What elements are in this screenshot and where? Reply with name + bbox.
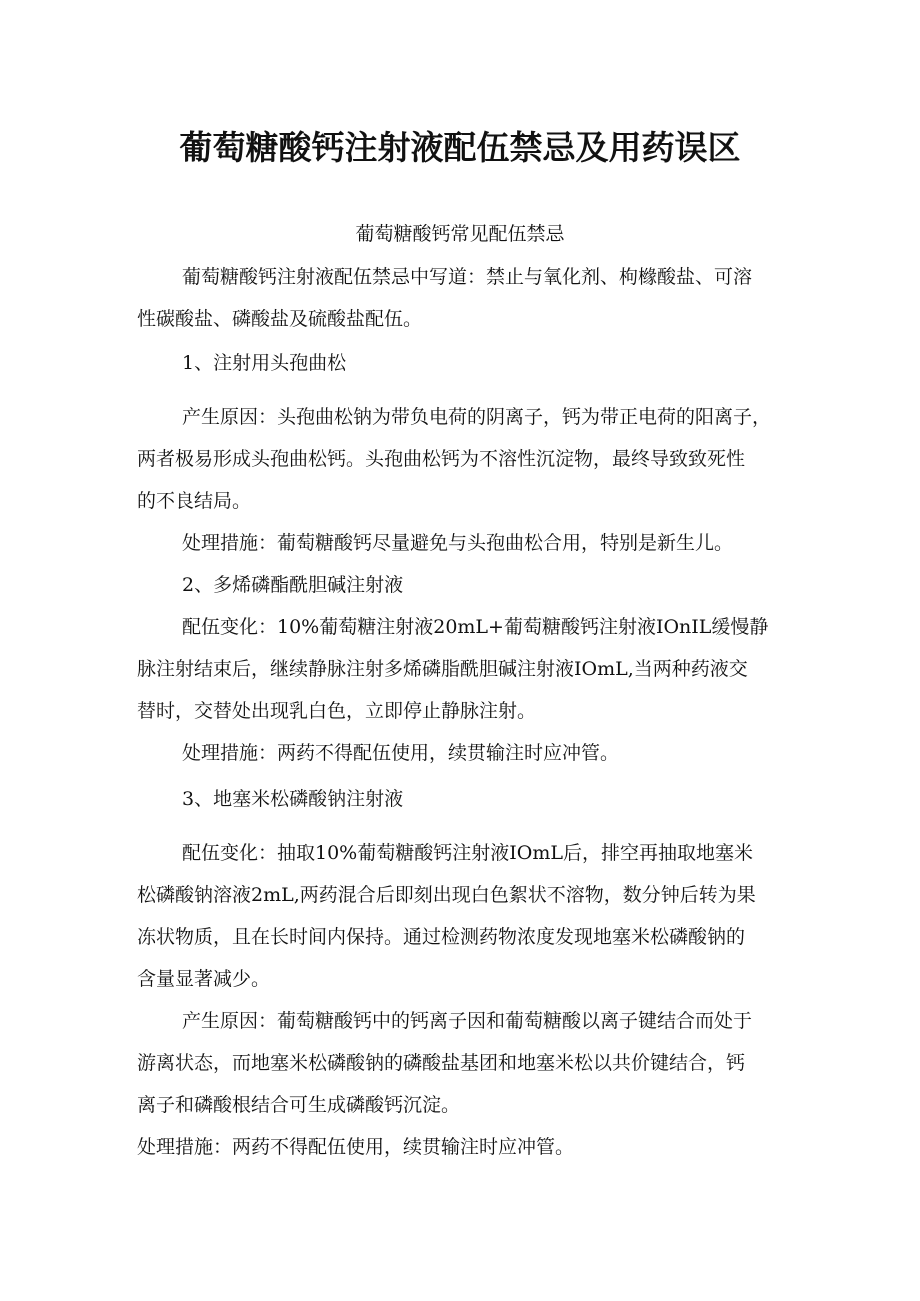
section-title: 葡萄糖酸钙常见配伍禁忌 xyxy=(355,223,565,245)
paragraph-line: 脉注射结束后，继续静脉注射多烯磷脂酰胆碱注射液IOmL,当两种药液交 xyxy=(137,658,748,680)
paragraph-line: 含量显著减少。 xyxy=(137,968,271,990)
paragraph-line: 配伍变化：抽取10%葡萄糖酸钙注射液IOmL后，排空再抽取地塞米 xyxy=(182,842,753,864)
list-heading: 2、多烯磷酯酰胆碱注射液 xyxy=(182,574,404,596)
paragraph-line: 处理措施：葡萄糖酸钙尽量避免与头孢曲松合用，特别是新生儿。 xyxy=(182,532,734,554)
paragraph-line: 配伍变化：10%葡萄糖注射液20mL+葡萄糖酸钙注射液IOnIL缓慢静 xyxy=(182,616,769,638)
paragraph-line: 松磷酸钠溶液2mL,两药混合后即刻出现白色絮状不溶物，数分钟后转为果 xyxy=(137,884,756,906)
list-heading: 3、地塞米松磷酸钠注射液 xyxy=(182,788,404,810)
paragraph-line: 葡萄糖酸钙注射液配伍禁忌中写道：禁止与氧化剂、枸橼酸盐、可溶 xyxy=(182,266,753,288)
list-heading: 1、注射用头孢曲松 xyxy=(182,352,347,374)
paragraph-line: 处理措施：两药不得配伍使用，续贯输注时应冲管。 xyxy=(182,742,620,764)
paragraph-line: 游离状态，而地塞米松磷酸钠的磷酸盐基团和地塞米松以共价键结合，钙 xyxy=(137,1052,746,1074)
paragraph-line: 产生原因：头孢曲松钠为带负电荷的阴离子，钙为带正电荷的阳离子， xyxy=(182,406,772,428)
paragraph-line: 冻状物质，且在长时间内保持。通过检测药物浓度发现地塞米松磷酸钠的 xyxy=(137,926,746,948)
document-title: 葡萄糖酸钙注射液配伍禁忌及用药误区 xyxy=(179,128,741,167)
paragraph-line: 处理措施：两药不得配伍使用，续贯输注时应冲管。 xyxy=(137,1136,575,1158)
paragraph-line: 两者极易形成头孢曲松钙。头孢曲松钙为不溶性沉淀物，最终导致致死性 xyxy=(137,448,746,470)
paragraph-line: 替时，交替处出现乳白色，立即停止静脉注射。 xyxy=(137,700,537,722)
paragraph-line: 的不良结局。 xyxy=(137,490,252,512)
paragraph-line: 产生原因：葡萄糖酸钙中的钙离子因和葡萄糖酸以离子键结合而处于 xyxy=(182,1010,753,1032)
paragraph-line: 性碳酸盐、磷酸盐及硫酸盐配伍。 xyxy=(137,308,423,330)
paragraph-line: 离子和磷酸根结合可生成磷酸钙沉淀。 xyxy=(137,1094,461,1116)
